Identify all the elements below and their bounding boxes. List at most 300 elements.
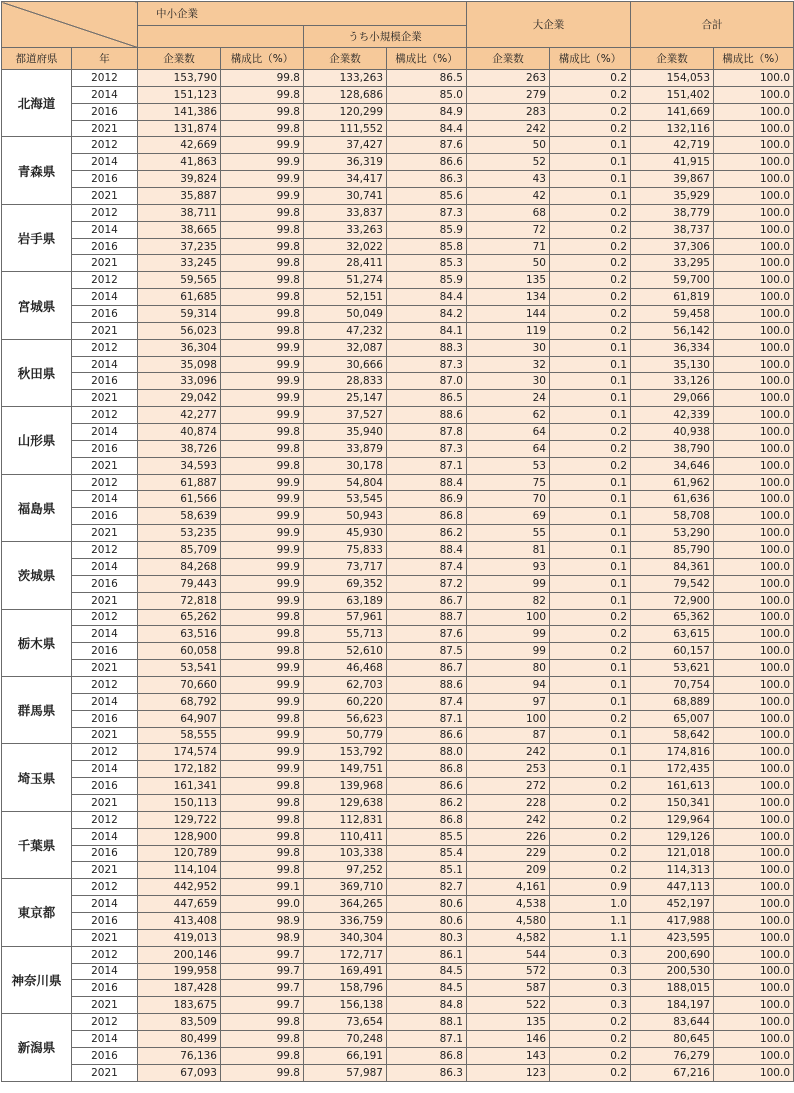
sme-ratio-cell: 99.8: [221, 643, 304, 660]
total-count-cell: 59,700: [631, 272, 714, 289]
year-cell: 2014: [72, 693, 138, 710]
large-ratio-cell: 0.1: [550, 575, 631, 592]
total-count-cell: 161,613: [631, 778, 714, 795]
large-count-cell: 242: [467, 744, 550, 761]
year-cell: 2016: [72, 440, 138, 457]
large-ratio-cell: 0.2: [550, 70, 631, 87]
large-ratio-cell: 0.2: [550, 424, 631, 441]
sme-ratio-cell: 98.9: [221, 912, 304, 929]
prefecture-cell: 宮城県: [2, 272, 72, 339]
sme-ratio-cell: 99.8: [221, 272, 304, 289]
table-row: [2, 946, 794, 963]
total-count-cell: 67,216: [631, 1064, 714, 1081]
large-ratio-cell: 0.1: [550, 356, 631, 373]
sme-ratio-cell: 99.8: [221, 1064, 304, 1081]
small-count-cell: 52,610: [304, 643, 387, 660]
small-ratio-cell: 86.5: [387, 70, 467, 87]
table-row: [2, 356, 794, 373]
sme-count-cell: 85,709: [138, 542, 221, 559]
total-ratio-cell: 100.0: [714, 440, 794, 457]
small-count-cell: 97,252: [304, 862, 387, 879]
large-enterprise-header: 大企業: [467, 2, 631, 48]
table-row: [2, 1064, 794, 1081]
table-row: [2, 744, 794, 761]
sme-count-cell: 61,685: [138, 289, 221, 306]
small-count-cell: 28,833: [304, 373, 387, 390]
large-ratio-cell: 0.2: [550, 862, 631, 879]
large-count-cell: 144: [467, 306, 550, 323]
table-row: [2, 103, 794, 120]
small-ratio-cell: 87.8: [387, 424, 467, 441]
large-count-cell: 93: [467, 558, 550, 575]
large-count-cell: 242: [467, 120, 550, 137]
total-count-cell: 184,197: [631, 997, 714, 1014]
small-count-cell: 50,049: [304, 306, 387, 323]
large-count-cell: 146: [467, 1030, 550, 1047]
total-ratio-cell: 100.0: [714, 963, 794, 980]
sme-header: 中小企業: [138, 2, 467, 26]
table-row: [2, 794, 794, 811]
total-ratio-cell: 100.0: [714, 643, 794, 660]
sme-count-cell: 61,566: [138, 491, 221, 508]
small-ratio-cell: 85.8: [387, 238, 467, 255]
total-count-cell: 56,142: [631, 322, 714, 339]
small-ratio-cell: 84.5: [387, 963, 467, 980]
table-row: [2, 373, 794, 390]
sme-count-cell: 53,235: [138, 525, 221, 542]
small-count-cell: 46,468: [304, 660, 387, 677]
total-count-cell: 65,362: [631, 609, 714, 626]
large-count-header: 企業数: [467, 48, 550, 70]
large-count-cell: 32: [467, 356, 550, 373]
total-header: 合計: [631, 2, 794, 48]
total-ratio-cell: 100.0: [714, 676, 794, 693]
year-cell: 2021: [72, 255, 138, 272]
small-ratio-cell: 86.8: [387, 811, 467, 828]
total-ratio-cell: 100.0: [714, 86, 794, 103]
enterprise-count-table: [1, 1, 794, 1082]
small-count-cell: 53,545: [304, 491, 387, 508]
small-count-cell: 172,717: [304, 946, 387, 963]
small-count-cell: 28,411: [304, 255, 387, 272]
total-ratio-cell: 100.0: [714, 727, 794, 744]
large-ratio-cell: 0.2: [550, 204, 631, 221]
table-row: [2, 575, 794, 592]
large-count-cell: 71: [467, 238, 550, 255]
sme-ratio-cell: 99.7: [221, 997, 304, 1014]
sme-ratio-cell: 99.8: [221, 1014, 304, 1031]
small-count-cell: 30,178: [304, 457, 387, 474]
total-count-cell: 172,435: [631, 761, 714, 778]
sme-ratio-cell: 99.8: [221, 70, 304, 87]
total-ratio-cell: 100.0: [714, 356, 794, 373]
total-count-cell: 59,458: [631, 306, 714, 323]
year-cell: 2021: [72, 862, 138, 879]
sme-count-cell: 141,386: [138, 103, 221, 120]
table-row: [2, 912, 794, 929]
sme-ratio-cell: 99.8: [221, 306, 304, 323]
sme-count-cell: 33,245: [138, 255, 221, 272]
table-row: [2, 390, 794, 407]
total-count-cell: 129,964: [631, 811, 714, 828]
table-row: [2, 558, 794, 575]
sme-count-cell: 36,304: [138, 339, 221, 356]
large-count-cell: 228: [467, 794, 550, 811]
sme-ratio-cell: 99.7: [221, 946, 304, 963]
large-count-cell: 99: [467, 643, 550, 660]
small-count-cell: 75,833: [304, 542, 387, 559]
total-ratio-cell: 100.0: [714, 221, 794, 238]
large-ratio-cell: 0.2: [550, 255, 631, 272]
year-cell: 2021: [72, 727, 138, 744]
total-ratio-cell: 100.0: [714, 407, 794, 424]
small-count-cell: 73,717: [304, 558, 387, 575]
small-ratio-cell: 84.1: [387, 322, 467, 339]
prefecture-cell: 山形県: [2, 407, 72, 474]
table-row: [2, 70, 794, 87]
sme-ratio-cell: 99.8: [221, 322, 304, 339]
sme-count-cell: 59,565: [138, 272, 221, 289]
large-count-cell: 99: [467, 626, 550, 643]
sme-subheader-spacer: [138, 26, 304, 48]
sme-ratio-cell: 99.8: [221, 457, 304, 474]
year-cell: 2021: [72, 322, 138, 339]
total-ratio-cell: 100.0: [714, 1047, 794, 1064]
small-ratio-cell: 86.1: [387, 946, 467, 963]
small-ratio-cell: 85.9: [387, 221, 467, 238]
year-cell: 2012: [72, 542, 138, 559]
sme-count-cell: 37,235: [138, 238, 221, 255]
small-ratio-cell: 84.5: [387, 980, 467, 997]
small-count-cell: 139,968: [304, 778, 387, 795]
large-count-cell: 100: [467, 609, 550, 626]
small-ratio-cell: 86.2: [387, 794, 467, 811]
large-count-cell: 64: [467, 440, 550, 457]
year-cell: 2016: [72, 1047, 138, 1064]
table-row: [2, 997, 794, 1014]
total-count-cell: 34,646: [631, 457, 714, 474]
table-row: [2, 710, 794, 727]
small-ratio-cell: 87.5: [387, 643, 467, 660]
small-ratio-cell: 86.7: [387, 592, 467, 609]
year-cell: 2014: [72, 896, 138, 913]
large-ratio-cell: 0.1: [550, 407, 631, 424]
total-count-cell: 68,889: [631, 693, 714, 710]
total-ratio-cell: 100.0: [714, 946, 794, 963]
year-cell: 2016: [72, 643, 138, 660]
total-ratio-cell: 100.0: [714, 508, 794, 525]
sme-count-cell: 128,900: [138, 828, 221, 845]
large-ratio-cell: 0.2: [550, 1064, 631, 1081]
small-count-cell: 369,710: [304, 879, 387, 896]
sme-ratio-cell: 99.9: [221, 693, 304, 710]
year-cell: 2014: [72, 963, 138, 980]
table-row: [2, 525, 794, 542]
total-ratio-cell: 100.0: [714, 339, 794, 356]
total-ratio-cell: 100.0: [714, 592, 794, 609]
large-ratio-cell: 1.0: [550, 896, 631, 913]
small-ratio-cell: 87.4: [387, 558, 467, 575]
small-ratio-cell: 87.4: [387, 693, 467, 710]
small-count-cell: 169,491: [304, 963, 387, 980]
large-count-cell: 97: [467, 693, 550, 710]
year-cell: 2021: [72, 525, 138, 542]
large-ratio-header: 構成比（%）: [550, 48, 631, 70]
small-ratio-cell: 86.8: [387, 761, 467, 778]
total-ratio-cell: 100.0: [714, 137, 794, 154]
total-count-cell: 61,962: [631, 474, 714, 491]
table-row: [2, 137, 794, 154]
total-ratio-cell: 100.0: [714, 238, 794, 255]
prefecture-column-header: 都道府県: [2, 48, 72, 70]
sme-ratio-cell: 99.8: [221, 1047, 304, 1064]
table-row: [2, 929, 794, 946]
sme-count-cell: 150,113: [138, 794, 221, 811]
table-row: [2, 289, 794, 306]
large-count-cell: 68: [467, 204, 550, 221]
year-cell: 2016: [72, 306, 138, 323]
prefecture-cell: 北海道: [2, 70, 72, 137]
sme-count-cell: 61,887: [138, 474, 221, 491]
table-row: [2, 845, 794, 862]
small-count-cell: 112,831: [304, 811, 387, 828]
small-ratio-cell: 86.3: [387, 1064, 467, 1081]
small-count-cell: 34,417: [304, 171, 387, 188]
year-cell: 2016: [72, 238, 138, 255]
sme-ratio-cell: 99.9: [221, 171, 304, 188]
total-ratio-cell: 100.0: [714, 609, 794, 626]
small-count-cell: 133,263: [304, 70, 387, 87]
total-count-cell: 200,530: [631, 963, 714, 980]
small-ratio-cell: 86.7: [387, 660, 467, 677]
prefecture-cell: 東京都: [2, 879, 72, 946]
sme-count-cell: 60,058: [138, 643, 221, 660]
large-count-cell: 53: [467, 457, 550, 474]
corner-diagonal-cell: [2, 2, 138, 48]
large-count-cell: 52: [467, 154, 550, 171]
small-count-cell: 47,232: [304, 322, 387, 339]
large-ratio-cell: 0.2: [550, 811, 631, 828]
small-ratio-cell: 86.6: [387, 778, 467, 795]
year-cell: 2021: [72, 1064, 138, 1081]
table-row: [2, 1047, 794, 1064]
sme-count-cell: 174,574: [138, 744, 221, 761]
sme-ratio-cell: 99.9: [221, 373, 304, 390]
year-cell: 2012: [72, 879, 138, 896]
total-count-cell: 38,737: [631, 221, 714, 238]
large-count-cell: 42: [467, 188, 550, 205]
total-count-cell: 452,197: [631, 896, 714, 913]
year-cell: 2014: [72, 289, 138, 306]
small-ratio-cell: 87.2: [387, 575, 467, 592]
year-cell: 2014: [72, 424, 138, 441]
small-count-cell: 54,804: [304, 474, 387, 491]
table-row: [2, 676, 794, 693]
small-count-cell: 51,274: [304, 272, 387, 289]
large-count-cell: 55: [467, 525, 550, 542]
sme-count-cell: 187,428: [138, 980, 221, 997]
small-ratio-cell: 85.3: [387, 255, 467, 272]
sme-count-cell: 63,516: [138, 626, 221, 643]
total-ratio-cell: 100.0: [714, 474, 794, 491]
total-ratio-cell: 100.0: [714, 171, 794, 188]
prefecture-cell: 群馬県: [2, 676, 72, 743]
sme-count-cell: 39,824: [138, 171, 221, 188]
table-body: [2, 70, 794, 1082]
sme-ratio-cell: 99.9: [221, 744, 304, 761]
table-row: [2, 508, 794, 525]
large-count-cell: 30: [467, 339, 550, 356]
large-ratio-cell: 0.2: [550, 86, 631, 103]
small-ratio-cell: 88.6: [387, 407, 467, 424]
total-count-cell: 53,290: [631, 525, 714, 542]
total-ratio-cell: 100.0: [714, 575, 794, 592]
sme-ratio-cell: 99.9: [221, 558, 304, 575]
sme-count-cell: 183,675: [138, 997, 221, 1014]
small-ratio-cell: 86.2: [387, 525, 467, 542]
year-cell: 2021: [72, 997, 138, 1014]
large-count-cell: 572: [467, 963, 550, 980]
small-ratio-cell: 87.1: [387, 1030, 467, 1047]
year-cell: 2016: [72, 980, 138, 997]
sme-count-cell: 53,541: [138, 660, 221, 677]
large-ratio-cell: 0.2: [550, 845, 631, 862]
sme-count-cell: 70,660: [138, 676, 221, 693]
small-count-cell: 45,930: [304, 525, 387, 542]
large-count-cell: 253: [467, 761, 550, 778]
small-count-cell: 36,319: [304, 154, 387, 171]
small-ratio-cell: 84.4: [387, 289, 467, 306]
large-count-cell: 94: [467, 676, 550, 693]
large-ratio-cell: 0.1: [550, 188, 631, 205]
table-row: [2, 811, 794, 828]
small-count-cell: 25,147: [304, 390, 387, 407]
large-ratio-cell: 0.2: [550, 221, 631, 238]
large-count-cell: 209: [467, 862, 550, 879]
large-count-cell: 544: [467, 946, 550, 963]
small-count-cell: 35,940: [304, 424, 387, 441]
large-ratio-cell: 0.1: [550, 154, 631, 171]
sme-count-cell: 41,863: [138, 154, 221, 171]
sme-count-cell: 35,098: [138, 356, 221, 373]
sme-ratio-cell: 99.9: [221, 339, 304, 356]
total-ratio-cell: 100.0: [714, 457, 794, 474]
table-row: [2, 154, 794, 171]
small-count-cell: 30,666: [304, 356, 387, 373]
small-count-cell: 69,352: [304, 575, 387, 592]
large-ratio-cell: 0.1: [550, 171, 631, 188]
small-count-cell: 57,961: [304, 609, 387, 626]
total-ratio-cell: 100.0: [714, 1064, 794, 1081]
total-ratio-cell: 100.0: [714, 710, 794, 727]
small-ratio-cell: 87.6: [387, 626, 467, 643]
small-count-cell: 111,552: [304, 120, 387, 137]
small-ratio-cell: 85.9: [387, 272, 467, 289]
large-count-cell: 119: [467, 322, 550, 339]
sme-ratio-cell: 99.8: [221, 794, 304, 811]
total-ratio-cell: 100.0: [714, 660, 794, 677]
large-count-cell: 226: [467, 828, 550, 845]
sme-count-cell: 131,874: [138, 120, 221, 137]
sme-ratio-cell: 99.9: [221, 542, 304, 559]
total-count-cell: 79,542: [631, 575, 714, 592]
small-count-cell: 30,741: [304, 188, 387, 205]
prefecture-cell: 秋田県: [2, 339, 72, 406]
prefecture-cell: 岩手県: [2, 204, 72, 271]
total-ratio-cell: 100.0: [714, 980, 794, 997]
year-cell: 2012: [72, 474, 138, 491]
prefecture-cell: 埼玉県: [2, 744, 72, 811]
small-count-cell: 57,987: [304, 1064, 387, 1081]
small-ratio-cell: 86.3: [387, 171, 467, 188]
sme-ratio-cell: 99.7: [221, 963, 304, 980]
sme-count-cell: 33,096: [138, 373, 221, 390]
total-ratio-cell: 100.0: [714, 862, 794, 879]
total-count-cell: 85,790: [631, 542, 714, 559]
total-ratio-cell: 100.0: [714, 693, 794, 710]
table-row: [2, 188, 794, 205]
small-count-cell: 50,779: [304, 727, 387, 744]
small-count-cell: 33,263: [304, 221, 387, 238]
large-ratio-cell: 0.1: [550, 744, 631, 761]
total-count-cell: 72,900: [631, 592, 714, 609]
small-count-cell: 153,792: [304, 744, 387, 761]
large-count-cell: 283: [467, 103, 550, 120]
small-ratio-cell: 85.5: [387, 828, 467, 845]
year-cell: 2016: [72, 710, 138, 727]
total-ratio-cell: 100.0: [714, 322, 794, 339]
table-row: [2, 491, 794, 508]
prefecture-cell: 栃木県: [2, 609, 72, 676]
sme-ratio-cell: 99.8: [221, 120, 304, 137]
total-count-cell: 80,645: [631, 1030, 714, 1047]
table-row: [2, 339, 794, 356]
small-count-cell: 73,654: [304, 1014, 387, 1031]
large-ratio-cell: 0.2: [550, 609, 631, 626]
total-ratio-cell: 100.0: [714, 794, 794, 811]
small-ratio-cell: 86.8: [387, 1047, 467, 1064]
sme-ratio-cell: 99.8: [221, 811, 304, 828]
table-row: [2, 171, 794, 188]
sme-ratio-cell: 99.9: [221, 390, 304, 407]
small-count-cell: 158,796: [304, 980, 387, 997]
sme-ratio-cell: 99.8: [221, 255, 304, 272]
table-row: [2, 828, 794, 845]
small-count-cell: 340,304: [304, 929, 387, 946]
table-row: [2, 896, 794, 913]
sme-count-cell: 38,726: [138, 440, 221, 457]
large-count-cell: 30: [467, 373, 550, 390]
small-ratio-cell: 87.1: [387, 710, 467, 727]
sme-count-cell: 59,314: [138, 306, 221, 323]
total-ratio-cell: 100.0: [714, 811, 794, 828]
small-count-cell: 110,411: [304, 828, 387, 845]
year-cell: 2012: [72, 676, 138, 693]
small-count-cell: 149,751: [304, 761, 387, 778]
large-ratio-cell: 0.2: [550, 643, 631, 660]
sme-ratio-cell: 99.8: [221, 828, 304, 845]
year-cell: 2016: [72, 778, 138, 795]
large-ratio-cell: 0.2: [550, 626, 631, 643]
total-ratio-cell: 100.0: [714, 373, 794, 390]
large-ratio-cell: 0.2: [550, 289, 631, 306]
sme-count-cell: 80,499: [138, 1030, 221, 1047]
total-ratio-cell: 100.0: [714, 828, 794, 845]
sme-count-cell: 76,136: [138, 1047, 221, 1064]
large-count-cell: 279: [467, 86, 550, 103]
total-ratio-cell: 100.0: [714, 626, 794, 643]
prefecture-cell: 福島県: [2, 474, 72, 541]
